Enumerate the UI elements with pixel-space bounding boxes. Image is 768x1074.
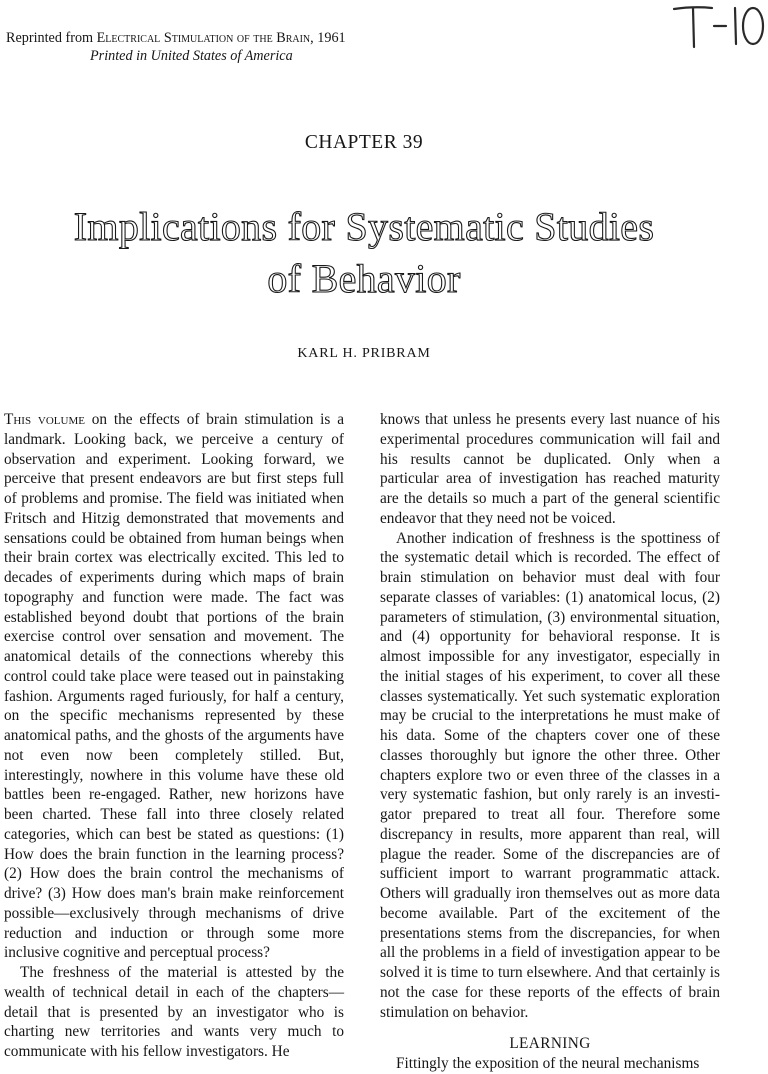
paragraph-text: on the effects of brain stimulation is a landmark. Looking back, we perceive a century of observation and experiment. Looking forward, we perceive that present endeavors are but first steps full of problems and promise. The field was initiated when Fritsch and Hitzig demonstrated that movements and sensations could be obtained from human beings when their brain cortex was electrically excited. This led to decades of experiments during which maps of brain topography and function were made. The fact was established beyond doubt that portions of the brain exercise control over sensation and movement. The anatomical details of the connections whereby this control could take place were teased out in painstaking fashion. Arguments raged furiously, for half a century, on the specific mechanisms represented by these anatomical paths, and the ghosts of the arguments have not even now been completely stilled. But, interestingly, nowhere in this volume have these old battles been re-engaged. Rather, new horizons have been charted. These fall into three closely related categories, which can best be stated as questions: (1) How does the brain function in the learning process? (2) How does the brain control the mechanisms of drive? (3) How does man's brain make reinforcement possible—exclusively through mechanisms of drive reduction and induction or through some more inclusive cognitive and perceptual process?: [4, 411, 344, 962]
paragraph: Fittingly the exposition of the neural mechanisms: [396, 1055, 700, 1072]
right-column: [380, 410, 720, 1074]
printed-in-line: Printed in United States of America: [90, 48, 293, 64]
reprint-year: , 1961: [310, 30, 346, 46]
chapter-title-line1: Implications for Systematic Studies: [73, 204, 655, 249]
chapter-title: [0, 201, 728, 305]
reprint-notice: [6, 29, 566, 65]
reprint-source: Electrical Stimulation of the Brain: [96, 30, 311, 46]
handwritten-mark: [668, 2, 766, 52]
author-name: KARL H. PRIBRAM: [297, 346, 431, 361]
paragraph: knows that unless he presents every last nuance of his experimental procedures communication will fail and his results cannot be duplicated. Only when a particular area of investigation has reached maturity are the details so much a part of the general scientific endeavor that they need not be voiced.: [380, 411, 720, 527]
section-heading: LEARNING: [509, 1035, 591, 1053]
left-column: [4, 410, 344, 1062]
chapter-title-line2: of Behavior: [267, 256, 461, 301]
paragraph: The freshness of the material is attested by the wealth of technical detail in each of the chapters—detail that is presented by an investigator who is charting new territories and wants very much to communicate with his fellow investigators. He: [4, 964, 344, 1060]
reprint-prefix: Reprinted from: [6, 30, 97, 46]
chapter-label: CHAPTER 39: [304, 132, 424, 153]
paragraph: [4, 410, 344, 963]
lead-in: This volume: [4, 411, 85, 428]
paragraph: Another indication of freshness is the spottiness of the systematic detail which is recorded. The effect of brain stimulation on behavior must deal with four separate classes of variables: (1) anatomical locus, (2) parameters of stimulation, (3) environmental situation, and (4) opportunity for behavioral response. It is almost impossible for any investigator, especially in the initial stages of his experiment, to cover all these classes systematically. Yet such systematic exploration may be crucial to the interpretations he must make of his data. Some of the chapters cover one of these classes thoroughly but ignore the other three. Other chapters explore two or even three of the classes in a very systematic fashion, but only rarely is an investigator prepared to treat all four. Therefore some discrepancy in results, more apparent than real, will plague the reader. Some of the discrepancies are of sufficient import to warrant programmatic attack. Others will gradually iron themselves out as more data become available. Part of the excitement of the presentations stems from the discrepancies, for when all the problems in a field of investigation appear to be solved it is time to turn elsewhere. And that certainly is not the case for these reports of the effects of brain stimulation on behavior.: [380, 529, 720, 1021]
